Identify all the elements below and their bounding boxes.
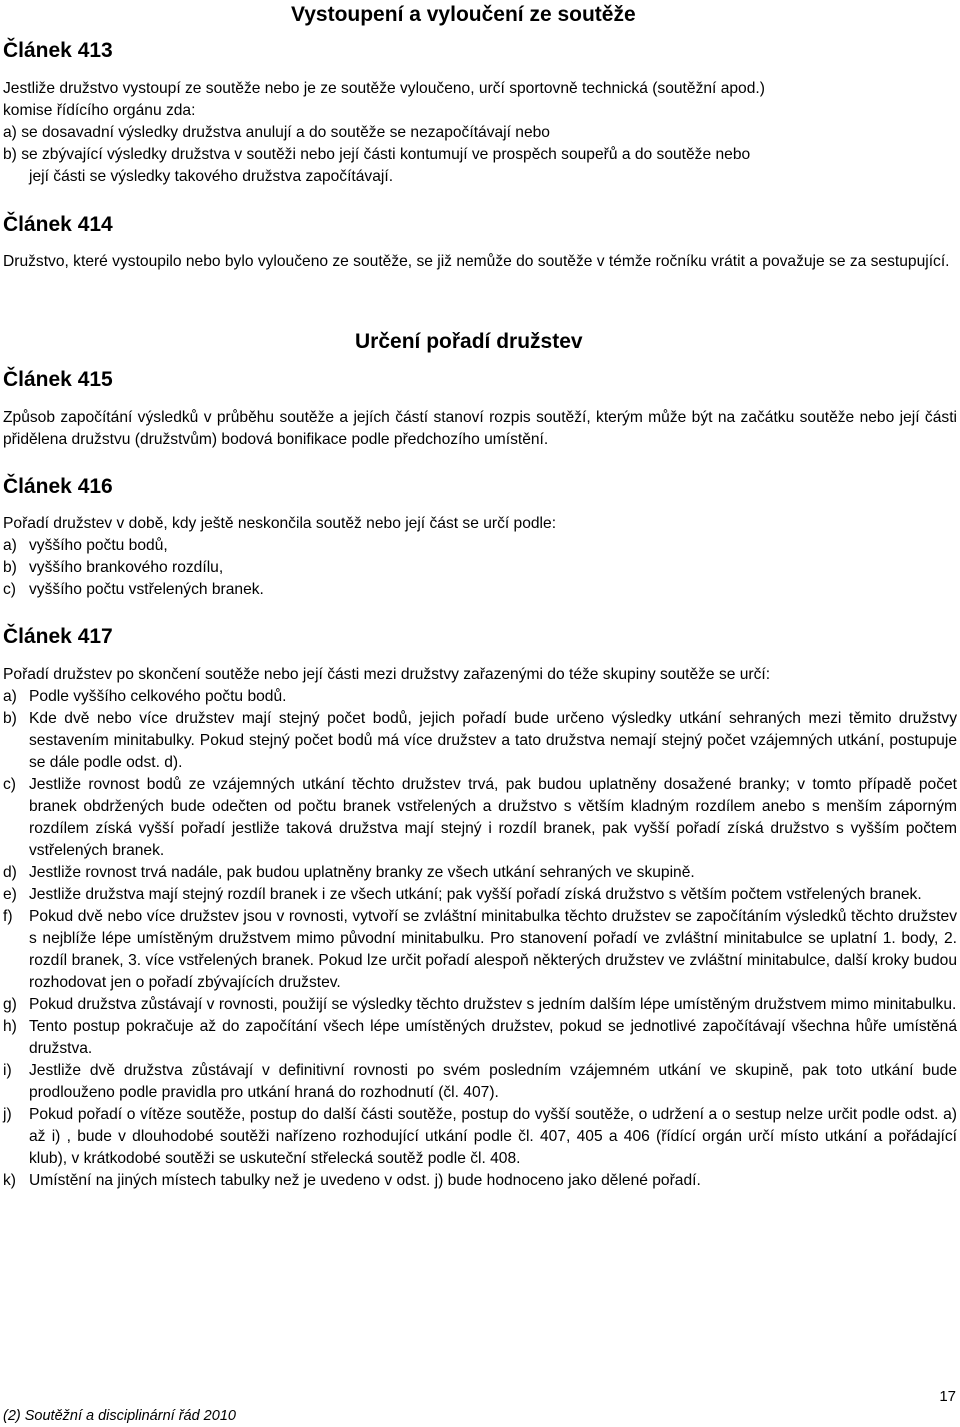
item-text: Umístění na jiných místech tabulky než je uvedeno v odst. j) bude hodnoceno jako dělené pořadí. bbox=[29, 1172, 701, 1189]
item-text: Pokud dvě nebo více družstev jsou v rovnosti, vytvoří se zvláštní minitabulka těchto družstev se započítáním výsledků těchto družstev s nejblíže lépe umístěným družstvem mimo původní minitabulku. Pro stanovení pořadí ve zvláštní minitabulce se uplatní 1. body, 2. rozdíl branek, 3. více vstřelených branek. Pokud lze určit pořadí alespoň některých družstev ve zvláštní minitabulce, další kroky budou rozhodovat jen o pořadí zbývajících družstev. bbox=[29, 908, 957, 991]
article-413-line: Jestliže družstvo vystoupí ze soutěže nebo je ze soutěže vyloučeno, určí sportovně technická (soutěžní apod.) bbox=[3, 80, 765, 97]
item-label: b) bbox=[3, 710, 17, 727]
article-414-text: Družstvo, které vystoupilo nebo bylo vyloučeno ze soutěže, se již nemůže do soutěže v témže ročníku vrátit a považuje se za sestupující. bbox=[3, 253, 950, 270]
item-text: Jestliže rovnost trvá nadále, pak budou uplatněny branky ze všech utkání sehraných ve skupině. bbox=[29, 864, 695, 881]
item-label: i) bbox=[3, 1062, 12, 1079]
list-item bbox=[3, 884, 957, 906]
item-label: g) bbox=[3, 996, 17, 1013]
item-text: Jestliže rovnost bodů ze vzájemných utkání těchto družstev trvá, pak budou uplatněny dosažené branky; v tomto případě počet branek obdržených bude odečten od počtu branek vstřelených a družstvo s větším kladným rozdílem anebo s menším záporným rozdílem získá vyšší pořadí jestliže taková družstva mají stejný i rozdíl branek, pak vyšší pořadí získá družstvo s vyšším počtem vstřelených branek. bbox=[29, 776, 957, 859]
list-item bbox=[3, 686, 957, 708]
item-text: Jestliže družstva mají stejný rozdíl branek i ze všech utkání; pak vyšší pořadí získá družstvo s větším počtem vstřelených branek. bbox=[29, 886, 922, 903]
item-label: c) bbox=[3, 776, 16, 793]
list-item bbox=[3, 1104, 957, 1170]
section-title-ranking: Určení pořadí družstev bbox=[355, 330, 583, 353]
item-label: d) bbox=[3, 864, 17, 881]
item-label: j) bbox=[3, 1106, 12, 1123]
item-text: Pokud družstva zůstávají v rovnosti, použijí se výsledky těchto družstev s jedním dalším lépe umístěným družstvem mimo minitabulku. bbox=[29, 996, 957, 1013]
list-item bbox=[3, 557, 957, 579]
item-text: Tento postup pokračuje až do započítání všech lépe umístěných družstev, pokud se jednotlivé započítávají všechna hůře umístěná družstva. bbox=[29, 1018, 957, 1057]
article-413-body bbox=[3, 78, 957, 188]
section-title-withdrawal: Vystoupení a vyloučení ze soutěže bbox=[291, 3, 636, 26]
list-item bbox=[3, 708, 957, 774]
item-label: k) bbox=[3, 1172, 16, 1189]
item-label: a) bbox=[3, 537, 17, 554]
article-413-line: a) se dosavadní výsledky družstva anulují a do soutěže se nezapočítávají nebo bbox=[3, 124, 550, 141]
item-text: vyššího počtu vstřelených branek. bbox=[29, 581, 264, 598]
article-416-body bbox=[3, 513, 957, 601]
list-item bbox=[3, 1016, 957, 1060]
article-415-text: Způsob započítání výsledků v průběhu soutěže a jejích částí stanoví rozpis soutěží, kterým může být na začátku soutěže nebo její části přidělena družstvu (družstvům) bodová bonifikace podle předchozího umístění. bbox=[3, 409, 957, 448]
list-item bbox=[3, 994, 957, 1016]
article-416-intro: Pořadí družstev v době, kdy ještě neskončila soutěž nebo její část se určí podle: bbox=[3, 515, 557, 532]
item-label: e) bbox=[3, 886, 17, 903]
article-414-heading: Článek 414 bbox=[3, 213, 113, 236]
list-item bbox=[3, 579, 957, 601]
article-413-line: b) se zbývající výsledky družstva v soutěži nebo její části kontumují ve prospěch soupeřů a do soutěže nebo bbox=[3, 146, 751, 163]
item-label: h) bbox=[3, 1018, 17, 1035]
item-text: vyššího počtu bodů, bbox=[29, 537, 168, 554]
item-text: Jestliže dvě družstva zůstávají v definitivní rovnosti po svém posledním vzájemném utkání ve skupině, pak toto utkání bude prodlouženo podle pravidla pro utkání hraná do rozhodnutí (čl. 407). bbox=[29, 1062, 957, 1101]
item-label: a) bbox=[3, 688, 17, 705]
article-417-heading: Článek 417 bbox=[3, 625, 113, 648]
list-item bbox=[3, 1060, 957, 1104]
item-text: Kde dvě nebo více družstev mají stejný počet bodů, jejich pořadí bude určeno výsledky utkání sehraných mezi těmito družstvy sestavením minitabulky. Pokud stejný počet bodů má více družstev a tato družstva nemají stejný počet vzájemných utkání, postupuje se dále podle odst. d). bbox=[29, 710, 957, 771]
list-item bbox=[3, 774, 957, 862]
item-text: Pokud pořadí o vítěze soutěže, postup do další části soutěže, postup do vyšší soutěže, o udržení a o sestup nelze určit podle odst. a) až i) , bude v dlouhodobé soutěži nařízeno rozhodující utkání podle čl. 407, 405 a 406 (řídící orgán určí místo utkání a pořádající klub), v krátkodobé soutěži se uskuteční střelecká soutěž podle čl. 408. bbox=[29, 1106, 957, 1167]
list-item bbox=[3, 1170, 957, 1192]
article-416-heading: Článek 416 bbox=[3, 475, 113, 498]
item-text: vyššího brankového rozdílu, bbox=[29, 559, 224, 576]
item-text: Podle vyššího celkového počtu bodů. bbox=[29, 688, 287, 705]
list-item bbox=[3, 862, 957, 884]
article-415-heading: Článek 415 bbox=[3, 368, 113, 391]
item-label: f) bbox=[3, 908, 13, 925]
article-413-heading: Článek 413 bbox=[3, 39, 113, 62]
article-413-line: její části se výsledky takového družstva započítávají. bbox=[29, 168, 394, 185]
item-label: c) bbox=[3, 581, 16, 598]
list-item bbox=[3, 535, 957, 557]
footer-document-title: (2) Soutěžní a disciplinární řád 2010 bbox=[3, 1408, 236, 1424]
list-item bbox=[3, 906, 957, 994]
article-413-line: komise řídícího orgánu zda: bbox=[3, 102, 196, 119]
page-number: 17 bbox=[939, 1388, 956, 1405]
article-417-intro: Pořadí družstev po skončení soutěže nebo její části mezi družstvy zařazenými do téže skupiny soutěže se určí: bbox=[3, 666, 771, 683]
item-label: b) bbox=[3, 559, 17, 576]
article-417-body bbox=[3, 664, 957, 1192]
